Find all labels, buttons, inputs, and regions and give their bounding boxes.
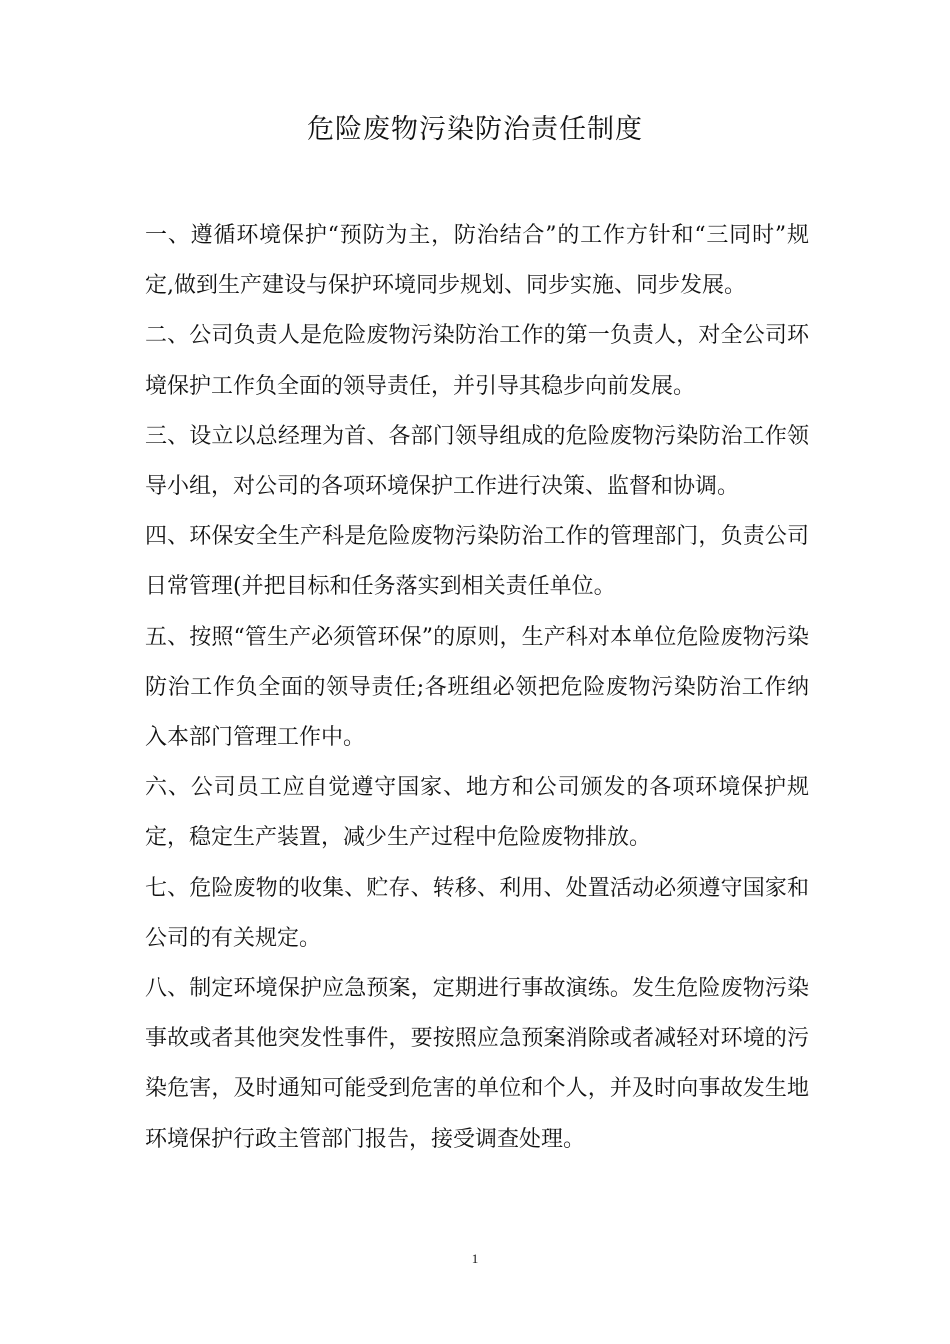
clause-5: 五、按照“管生产必须管环保”的原则，生产科对本单位危险废物污染防治工作负全面的领导责任;各班组必领把危险废物污染防治工作纳入本部门管理工作中。 bbox=[145, 624, 809, 751]
page-number: 1 bbox=[471, 1251, 479, 1266]
clause-6: 六、公司员工应自觉遵守国家、地方和公司颁发的各项环境保护规定，稳定生产装置，减少生产过程中危险废物排放。 bbox=[145, 775, 809, 851]
document-title: 危险废物污染防治责任制度 bbox=[307, 114, 643, 145]
clause-3: 三、设立以总经理为首、各部门领导组成的危险废物污染防治工作领导小组，对公司的各项环境保护工作进行决策、监督和协调。 bbox=[145, 423, 809, 500]
clause-8: 八、制定环境保护应急预案，定期进行事故演练。发生危险废物污染事故或者其他突发性事件，要按照应急预案消除或者减轻对环境的污染危害，及时通知可能受到危害的单位和个人，并及时向事故发生地环境保护行政主管部门报告，接受调查处理。 bbox=[145, 976, 809, 1152]
clause-2: 二、公司负责人是危险废物污染防治工作的第一负责人，对全公司环境保护工作负全面的领导责任，并引导其稳步向前发展。 bbox=[145, 323, 809, 399]
document-body bbox=[145, 211, 809, 1165]
clause-7: 七、危险废物的收集、贮存、转移、利用、处置活动必须遵守国家和公司的有关规定。 bbox=[145, 875, 809, 951]
clause-4: 四、环保安全生产科是危险废物污染防治工作的管理部门，负责公司日常管理(并把目标和任务落实到相关责任单位。 bbox=[145, 524, 809, 600]
clause-1: 一、遵循环境保护“预防为主，防治结合”的工作方针和“三同时”规定,做到生产建设与保护环境同步规划、同步实施、同步发展。 bbox=[145, 223, 809, 299]
